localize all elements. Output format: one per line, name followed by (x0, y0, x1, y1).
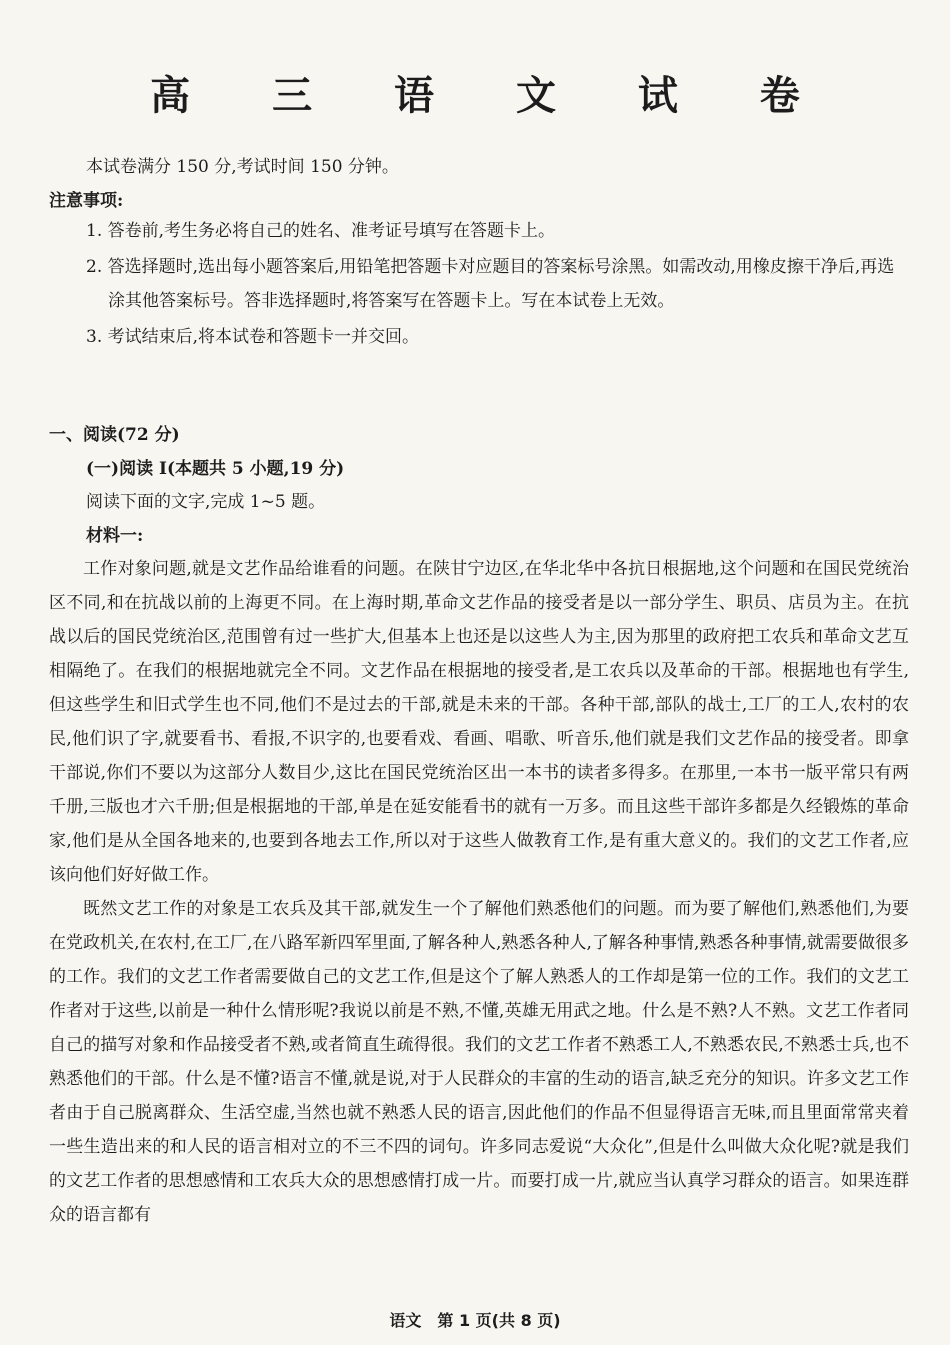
exam-title: 高 三 语 文 试 卷 (150, 72, 834, 119)
reading-instruction: 阅读下面的文字,完成 1~5 题。 (86, 492, 326, 512)
page-footer (0, 1308, 950, 1331)
footer-page-number: 第 1 页(共 8 页) (437, 1311, 561, 1330)
paragraph: 既然文艺工作的对象是工农兵及其干部,就发生一个了解他们熟悉他们的问题。而为要了解他们,熟悉他们,为要在党政机关,在农村,在工厂,在八路军新四军里面,了解各种人,熟悉各种人,了解各种事情,熟悉各种事情,就需要做很多的工作。我们的文艺工作者需要做自己的文艺工作,但是这个了解人熟悉人的工作却是第一位的工作。我们的文艺工作者对于这些,以前是一种什么情形呢?我说以前是不熟,不懂,英雄无用武之地。什么是不熟?人不熟。文艺工作者同自己的描写对象和作品接受者不熟,或者简直生疏得很。我们的文艺工作者不熟悉工人,不熟悉农民,不熟悉士兵,也不熟悉他们的干部。什么是不懂?语言不懂,就是说,对于人民群众的丰富的生动的语言,缺乏充分的知识。许多文艺工作者由于自己脱离群众、生活空虚,当然也就不熟悉人民的语言,因此他们的作品不但显得语言无味,而且里面常常夹着一些生造出来的和人民的语言相对立的不三不四的词句。许多同志爱说“大众化”,但是什么叫做大众化呢?就是我们的文艺工作者的思想感情和工农兵大众的思想感情打成一片。而要打成一片,就应当认真学习群众的语言。如果连群众的语言都有 (49, 899, 909, 1225)
notice-item: 3. 考试结束后,将本试卷和答题卡一并交回。 (86, 327, 420, 347)
notice-item: 2. 答选择题时,选出每小题答案后,用铅笔把答题卡对应题目的答案标号涂黑。如需改动,用橡皮擦干净后,再选涂其他答案标号。答非选择题时,将答案写在答题卡上。写在本试卷上无效。 (86, 257, 895, 311)
material-text (49, 552, 909, 1232)
material-label: 材料一: (86, 526, 144, 546)
paragraph: 工作对象问题,就是文艺作品给谁看的问题。在陕甘宁边区,在华北华中各抗日根据地,这个问题和在国民党统治区不同,和在抗战以前的上海更不同。在上海时期,革命文艺作品的接受者是以一部分学生、职员、店员为主。在抗战以后的国民党统治区,范围曾有过一些扩大,但基本上也还是以这些人为主,因为那里的政府把工农兵和革命文艺互相隔绝了。在我们的根据地就完全不同。文艺作品在根据地的接受者,是工农兵以及革命的干部。根据地也有学生,但这些学生和旧式学生也不同,他们不是过去的干部,就是未来的干部。各种干部,部队的战士,工厂的工人,农村的农民,他们识了字,就要看书、看报,不识字的,也要看戏、看画、唱歌、听音乐,他们就是我们文艺作品的接受者。即拿干部说,你们不要以为这部分人数目少,这比在国民党统治区出一本书的读者多得多。在那里,一本书一版平常只有两千册,三版也才六千册;但是根据地的干部,单是在延安能看书的就有一万多。而且这些干部许多都是久经锻炼的革命家,他们是从全国各地来的,也要到各地去工作,所以对于这些人做教育工作,是有重大意义的。我们的文艺工作者,应该向他们好好做工作。 (49, 559, 909, 885)
notice-list (86, 214, 908, 356)
notice-item: 1. 答卷前,考生务必将自己的姓名、准考证号填写在答题卡上。 (86, 221, 556, 241)
footer-subject: 语文 (389, 1311, 422, 1330)
sub-section-heading: (一)阅读 Ⅰ(本题共 5 小题,19 分) (86, 459, 345, 479)
section-heading: 一、阅读(72 分) (49, 425, 180, 445)
notice-heading: 注意事项: (49, 191, 124, 211)
exam-intro: 本试卷满分 150 分,考试时间 150 分钟。 (86, 157, 399, 177)
